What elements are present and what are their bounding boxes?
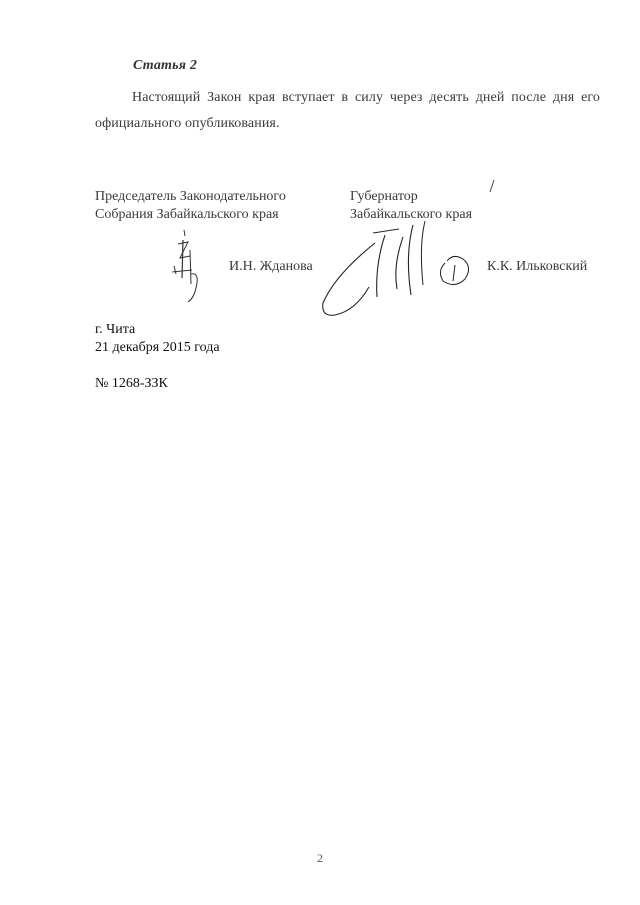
article-heading: Статья 2 [133,58,198,73]
place-date: 21 декабря 2015 года [95,340,220,355]
signature-left [160,228,210,308]
place-city: г. Чита [95,322,136,337]
place-and-date [95,321,220,357]
signature-right [315,215,480,323]
signatory-right-title-line1: Губернатор [350,189,418,204]
law-number: № 1268-ЗЗК [95,376,168,391]
page-number: 2 [317,851,323,865]
signatory-left-title-line2: Собрания Забайкальского края [95,207,279,222]
signatory-left-name: И.Н. Жданова [229,259,313,274]
article-body: Настоящий Закон края вступает в силу через десять дней после дня его официального опубликования. [95,90,600,131]
signatory-left-title-line1: Председатель Законодательного [95,189,286,204]
signatory-right-title-line2: Забайкальского края [350,207,473,222]
pen-tick-mark [484,178,500,194]
signatory-right-name: К.К. Ильковский [487,259,588,274]
signatory-left-title [95,188,286,224]
